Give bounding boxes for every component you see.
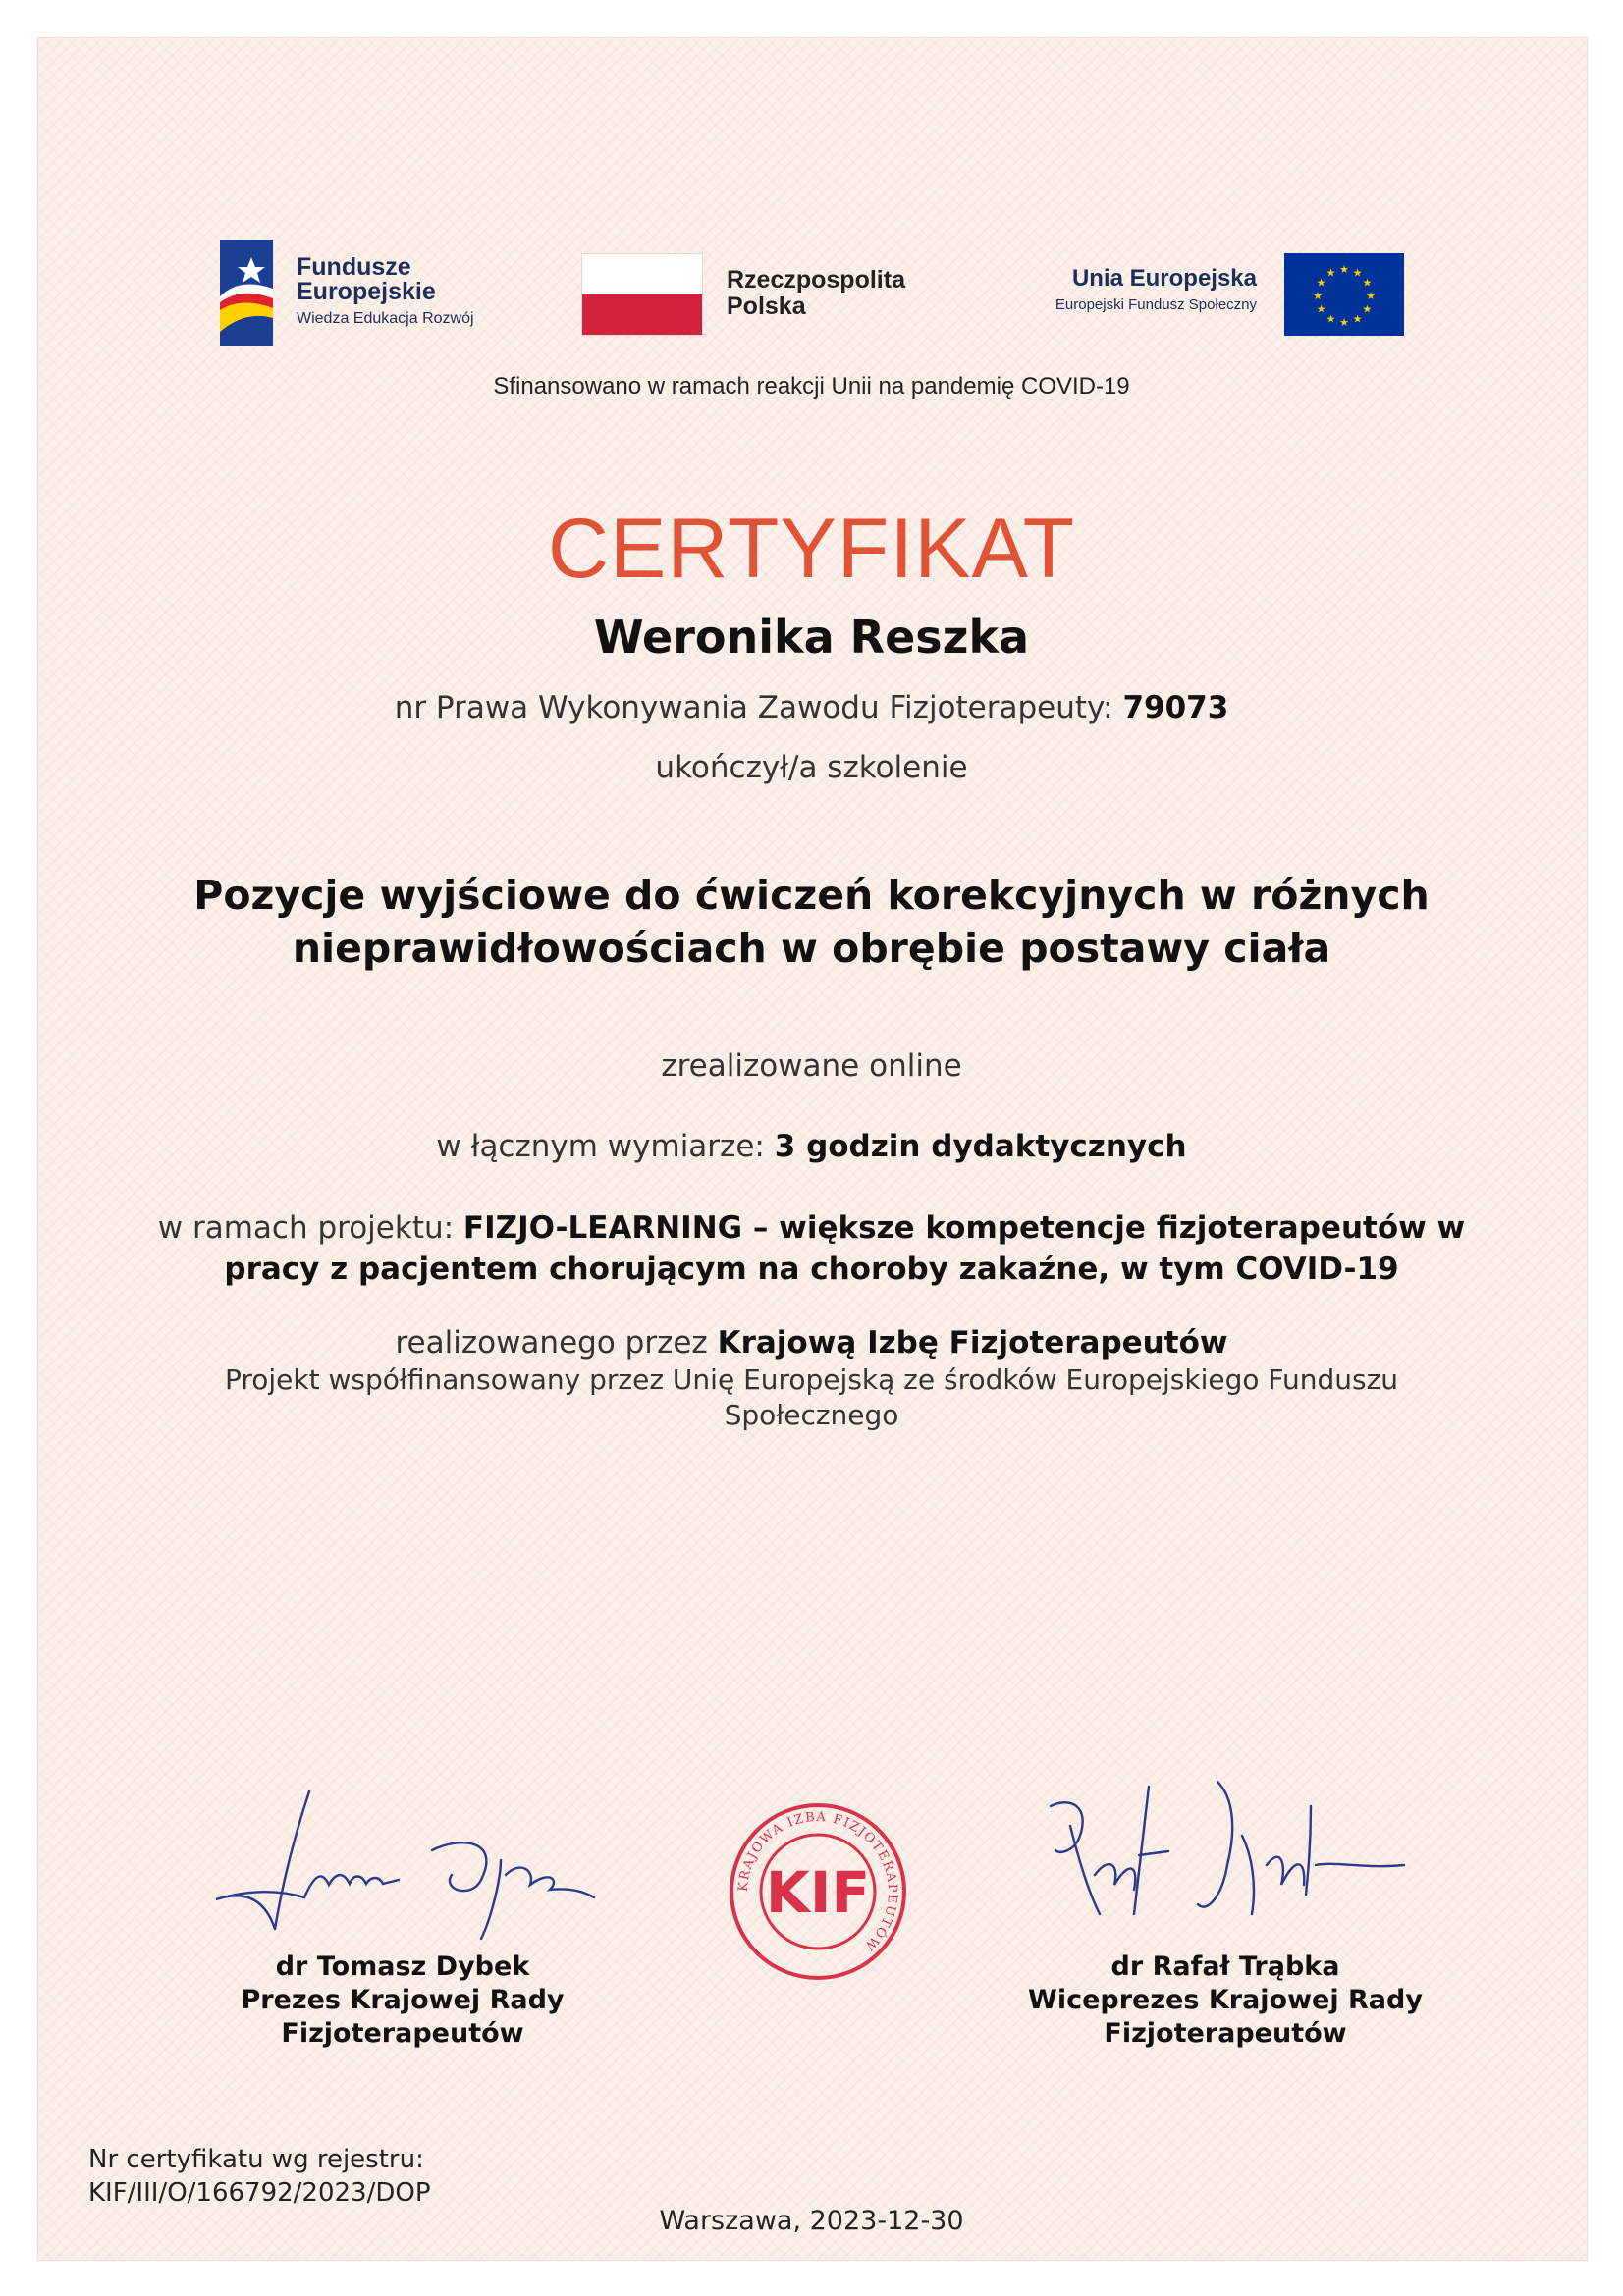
licence-line bbox=[0, 690, 1623, 725]
signatory-left-role1: Prezes Krajowej Rady bbox=[241, 1985, 565, 2015]
signatory-left-role2: Fizjoterapeutów bbox=[281, 2018, 524, 2049]
fe-logo-line3: Wiedza Edukacja Rozwój bbox=[297, 310, 474, 327]
fe-flag-icon bbox=[218, 238, 277, 347]
kif-seal-icon bbox=[725, 1798, 911, 1985]
signatory-right-role2: Fizjoterapeutów bbox=[1104, 2018, 1347, 2049]
project-block bbox=[0, 1207, 1623, 1290]
course-title bbox=[0, 869, 1623, 975]
svg-text:★: ★ bbox=[1352, 266, 1363, 280]
realized-label: realizowanego przez bbox=[395, 1325, 708, 1361]
unia-europejska-logo bbox=[1001, 253, 1404, 336]
hours-line bbox=[0, 1129, 1623, 1164]
signatory-right-role1: Wiceprezes Krajowej Rady bbox=[1028, 1985, 1423, 2015]
signatory-left-name: dr Tomasz Dybek bbox=[275, 1951, 530, 1982]
realized-by: Krajową Izbę Fizjoterapeutów bbox=[717, 1325, 1228, 1361]
signatory-left bbox=[196, 1950, 609, 2051]
course-title-line1: Pozycje wyjściowe do ćwiczeń korekcyjnych w różnych bbox=[193, 872, 1430, 919]
rp-logo-line2: Polska bbox=[727, 293, 806, 320]
rzeczpospolita-polska-logo bbox=[581, 253, 954, 336]
svg-text:★: ★ bbox=[1339, 316, 1349, 329]
project-label: w ramach projektu: bbox=[157, 1210, 455, 1246]
fe-logo-line2: Europejskie bbox=[297, 278, 436, 305]
seal-logo-text: KIF bbox=[765, 1859, 871, 1926]
funding-note: Sfinansowano w ramach reakcji Unii na pandemię COVID-19 bbox=[493, 373, 1130, 400]
seal-ring-text: KRAJOWA IZBA FIZJOTERAPEUTÓW bbox=[735, 1809, 900, 1954]
svg-text:★: ★ bbox=[1362, 302, 1373, 316]
cofinanced-note bbox=[0, 1362, 1623, 1433]
fundusze-europejskie-logo bbox=[218, 238, 513, 347]
mode-text: zrealizowane online bbox=[661, 1048, 962, 1084]
cofinanced-line1: Projekt współfinansowany przez Unię Europejską ze środków Europejskiego Funduszu bbox=[224, 1363, 1399, 1396]
licence-label: nr Prawa Wykonywania Zawodu Fizjoterapeuty: bbox=[394, 690, 1113, 725]
signatory-right bbox=[1019, 1950, 1432, 2051]
registry-number: KIF/III/O/166792/2023/DOP bbox=[88, 2178, 431, 2208]
project-line1: FIZJO-LEARNING – większe kompetencje fizjoterapeutów w bbox=[462, 1210, 1466, 1246]
signatory-right-name: dr Rafał Trąbka bbox=[1110, 1951, 1340, 1982]
cofinanced-line2: Społecznego bbox=[724, 1399, 899, 1431]
eu-flag-icon bbox=[1284, 253, 1404, 336]
svg-text:★: ★ bbox=[1316, 302, 1326, 316]
rp-logo-line1: Rzeczpospolita bbox=[727, 266, 905, 294]
project-line2: pracy z pacjentem chorującym na choroby zakaźne, w tym COVID-19 bbox=[224, 1252, 1399, 1287]
ue-logo-line1: Unia Europejska bbox=[1071, 265, 1257, 292]
recipient-name: Weronika Reszka bbox=[593, 611, 1030, 664]
svg-text:★: ★ bbox=[1325, 266, 1336, 280]
signature-dybek-icon bbox=[206, 1782, 599, 1949]
licence-number: 79073 bbox=[1122, 690, 1229, 725]
svg-text:★: ★ bbox=[1362, 276, 1373, 290]
hours-value: 3 godzin dydaktycznych bbox=[774, 1129, 1187, 1164]
project-line1-wrap bbox=[0, 1207, 1623, 1249]
course-title-line2: nieprawidłowościach w obrębie postawy ciała bbox=[292, 925, 1331, 972]
completed-text: ukończył/a szkolenie bbox=[655, 750, 968, 785]
registry-label: Nr certyfikatu wg rejestru: bbox=[88, 2145, 424, 2174]
place-date: Warszawa, 2023-12-30 bbox=[659, 2206, 964, 2236]
svg-text:★: ★ bbox=[1366, 290, 1376, 302]
fe-logo-line1: Fundusze bbox=[297, 253, 411, 281]
svg-text:★: ★ bbox=[1325, 312, 1336, 326]
polish-flag-icon bbox=[581, 253, 703, 336]
svg-text:★: ★ bbox=[1316, 276, 1326, 290]
svg-text:★: ★ bbox=[1339, 263, 1349, 276]
hours-label: w łącznym wymiarze: bbox=[436, 1129, 765, 1164]
signature-trabka-icon bbox=[1041, 1767, 1414, 1944]
svg-text:★: ★ bbox=[1352, 312, 1363, 326]
svg-text:★: ★ bbox=[1313, 290, 1323, 302]
realized-line bbox=[0, 1325, 1623, 1361]
registry-info bbox=[88, 2143, 431, 2210]
certificate-title: CERTYFIKAT bbox=[547, 502, 1076, 596]
ue-logo-line2: Europejski Fundusz Społeczny bbox=[1055, 296, 1257, 313]
